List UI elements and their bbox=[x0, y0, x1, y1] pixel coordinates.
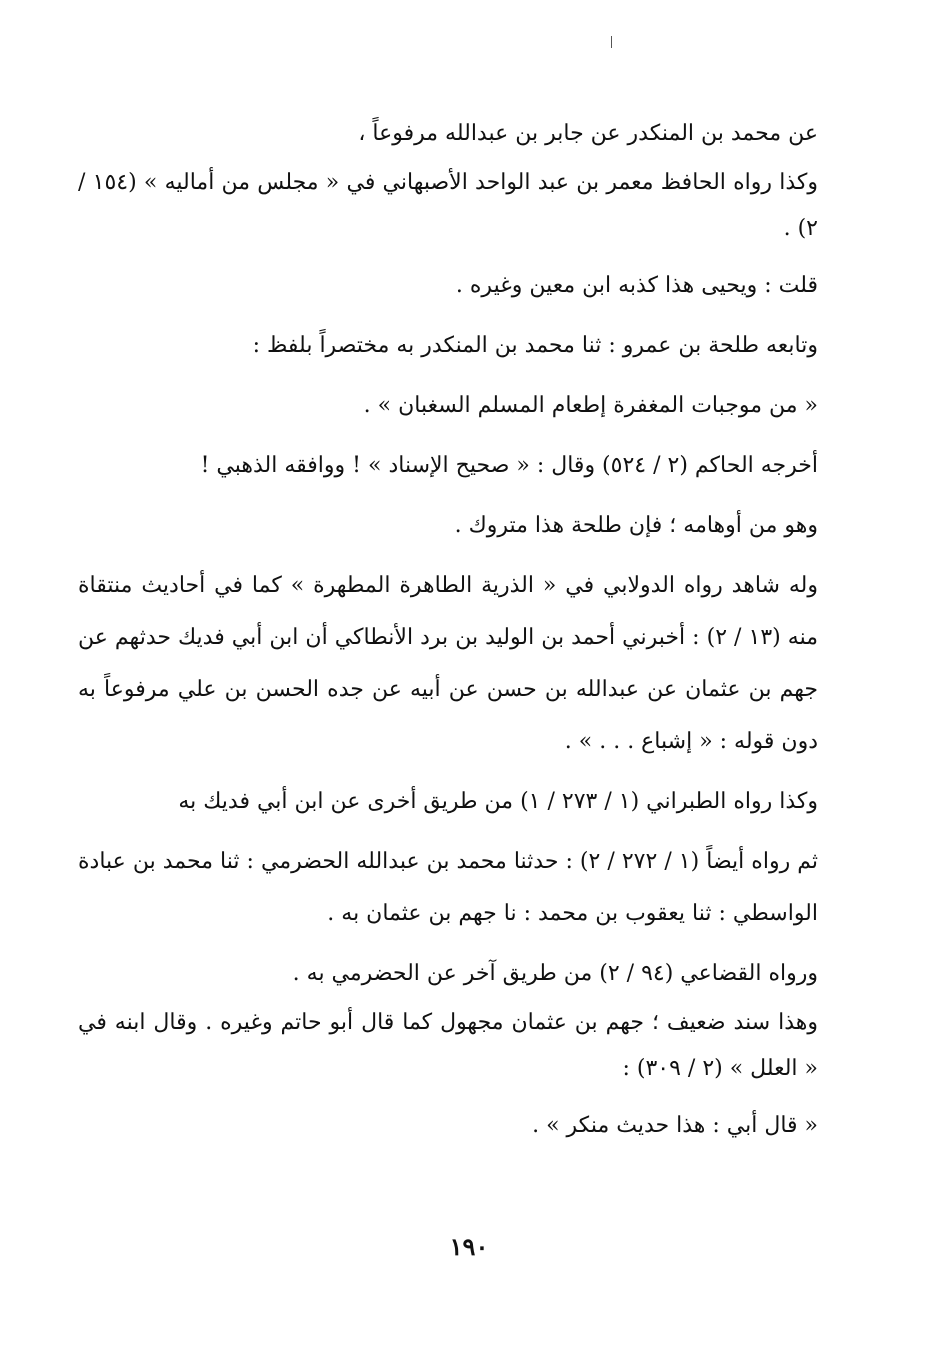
paragraph-11: ورواه القضاعي (٩٤ / ٢) من طريق آخر عن الحضرمي به . bbox=[292, 961, 818, 986]
page-number: ١٩٠ bbox=[449, 1232, 489, 1261]
paragraph-10: ثم رواه أيضاً (١ / ٢٧٢ / ٢) : حدثنا محمد بن عبدالله الحضرمي : ثنا محمد بن عبادة الواسطي : ثنا يعقوب بن محمد : نا جهم بن عثمان به . bbox=[78, 849, 818, 926]
paragraph-2: وكذا رواه الحافظ معمر بن عبد الواحد الأصبهاني في « مجلس من أماليه » (١٥٤ / ٢) . bbox=[78, 170, 818, 241]
paragraph-3: قلت : ويحيى هذا كذبه ابن معين وغيره . bbox=[455, 273, 818, 298]
paragraph-1: عن محمد بن المنكدر عن جابر بن عبدالله مرفوعاً ، bbox=[358, 121, 818, 146]
body-text bbox=[78, 108, 818, 1152]
scan-mark bbox=[611, 36, 612, 48]
paragraph-7: وهو من أوهامه ؛ فإن طلحة هذا متروك . bbox=[454, 513, 818, 538]
paragraph-4: وتابعه طلحة بن عمرو : ثنا محمد بن المنكدر به مختصراً بلفظ : bbox=[252, 333, 818, 358]
paragraph-8: وله شاهد رواه الدولابي في « الذرية الطاهرة المطهرة » كما في أحاديث منتقاة منه (١٣ / ٢) : أخبرني أحمد بن الوليد بن برد الأنطاكي أن ابن أبي فديك حدثهم عن جهم بن عثمان عن عبدالله بن حسن عن أبيه عن جده الحسن بن علي مرفوعاً به دون قوله : « إشباع . . . » . bbox=[78, 573, 818, 754]
paragraph-6: أخرجه الحاكم (٢ / ٥٢٤) وقال : « صحيح الإسناد » ! ووافقه الذهبي ! bbox=[200, 453, 818, 478]
paragraph-9: وكذا رواه الطبراني (١ / ٢٧٣ / ١) من طريق أخرى عن ابن أبي فديك به bbox=[178, 789, 818, 814]
paragraph-12: وهذا سند ضعيف ؛ جهم بن عثمان مجهول كما قال أبو حاتم وغيره . وقال ابنه في « العلل » (٢ / ٣٠٩) : bbox=[78, 1010, 818, 1081]
paragraph-13: « قال أبي : هذا حديث منكر » . bbox=[532, 1113, 818, 1138]
paragraph-5: « من موجبات المغفرة إطعام المسلم السغبان » . bbox=[363, 393, 818, 418]
